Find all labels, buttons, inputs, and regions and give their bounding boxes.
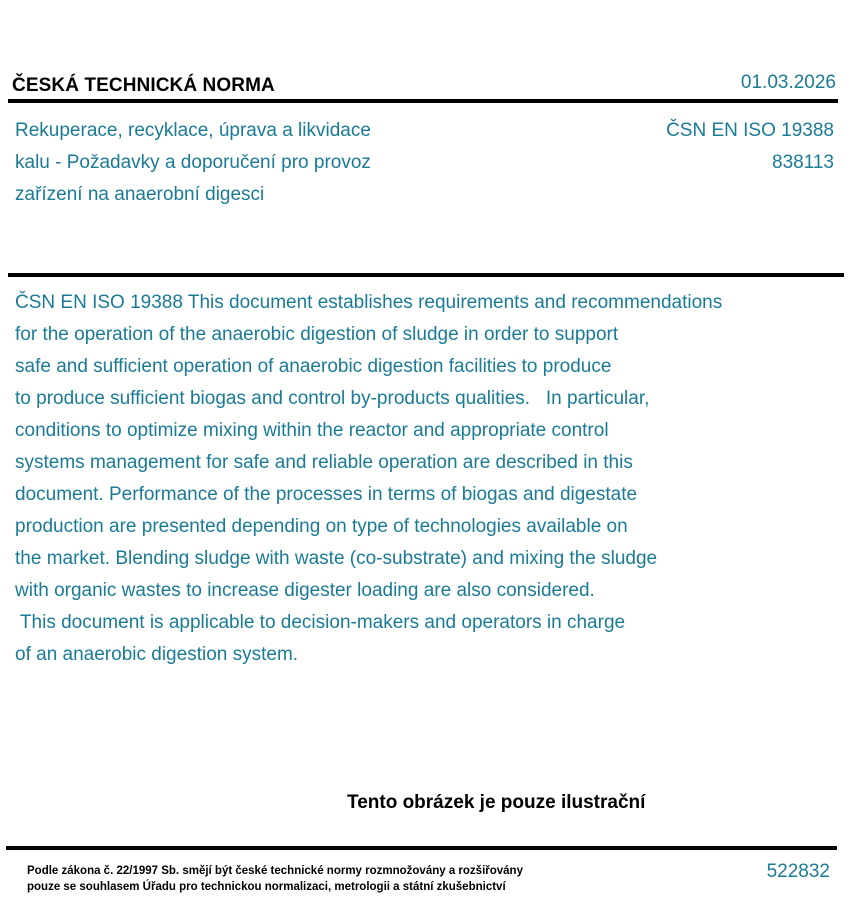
middle-divider (8, 273, 844, 277)
abstract-line: with organic wastes to increase digester loading are also considered. (15, 580, 595, 601)
abstract-line: the market. Blending sludge with waste (co-substrate) and mixing the sludge (15, 548, 658, 569)
legal-line: Podle zákona č. 22/1997 Sb. smějí být české technické normy rozmnožovány a rozšiřovány (27, 865, 523, 877)
title-line: Rekuperace, recyklace, úprava a likvidace (15, 120, 371, 141)
abstract-line: for the operation of the anaerobic digestion of sludge in order to support (15, 324, 619, 345)
illustration-note: Tento obrázek je pouze ilustrační (347, 792, 646, 813)
abstract-text (15, 287, 845, 671)
title-line: kalu - Požadavky a doporučení pro provoz (15, 152, 371, 173)
standard-title (15, 115, 435, 211)
class-number: 838113 (772, 152, 834, 173)
publication-date: 01.03.2026 (740, 72, 836, 93)
abstract-line: production are presented depending on type of technologies available on (15, 516, 628, 537)
standard-identifiers (666, 115, 834, 179)
document-id: 522832 (766, 861, 830, 882)
abstract-line: document. Performance of the processes in terms of biogas and digestate (15, 484, 638, 505)
bottom-divider (6, 846, 837, 850)
abstract-line: conditions to optimize mixing within the reactor and appropriate control (15, 420, 609, 441)
abstract-line: to produce sufficient biogas and control by-products qualities. In particular, (15, 388, 650, 409)
legal-notice (27, 863, 523, 895)
abstract-line: This document is applicable to decision-makers and operators in charge (15, 612, 626, 633)
standard-code: ČSN EN ISO 19388 (666, 120, 834, 141)
abstract-line: of an anaerobic digestion system. (15, 644, 299, 665)
top-divider (8, 99, 838, 103)
abstract-line: systems management for safe and reliable operation are described in this (15, 452, 633, 473)
abstract-line: ČSN EN ISO 19388 This document establishes requirements and recommendations (15, 292, 723, 313)
legal-line: pouze se souhlasem Úřadu pro technickou normalizaci, metrologii a státní zkušebnictví (27, 881, 506, 893)
page-heading: ČESKÁ TECHNICKÁ NORMA (12, 75, 275, 96)
title-line: zařízení na anaerobní digesci (15, 184, 265, 205)
abstract-line: safe and sufficient operation of anaerobic digestion facilities to produce (15, 356, 612, 377)
